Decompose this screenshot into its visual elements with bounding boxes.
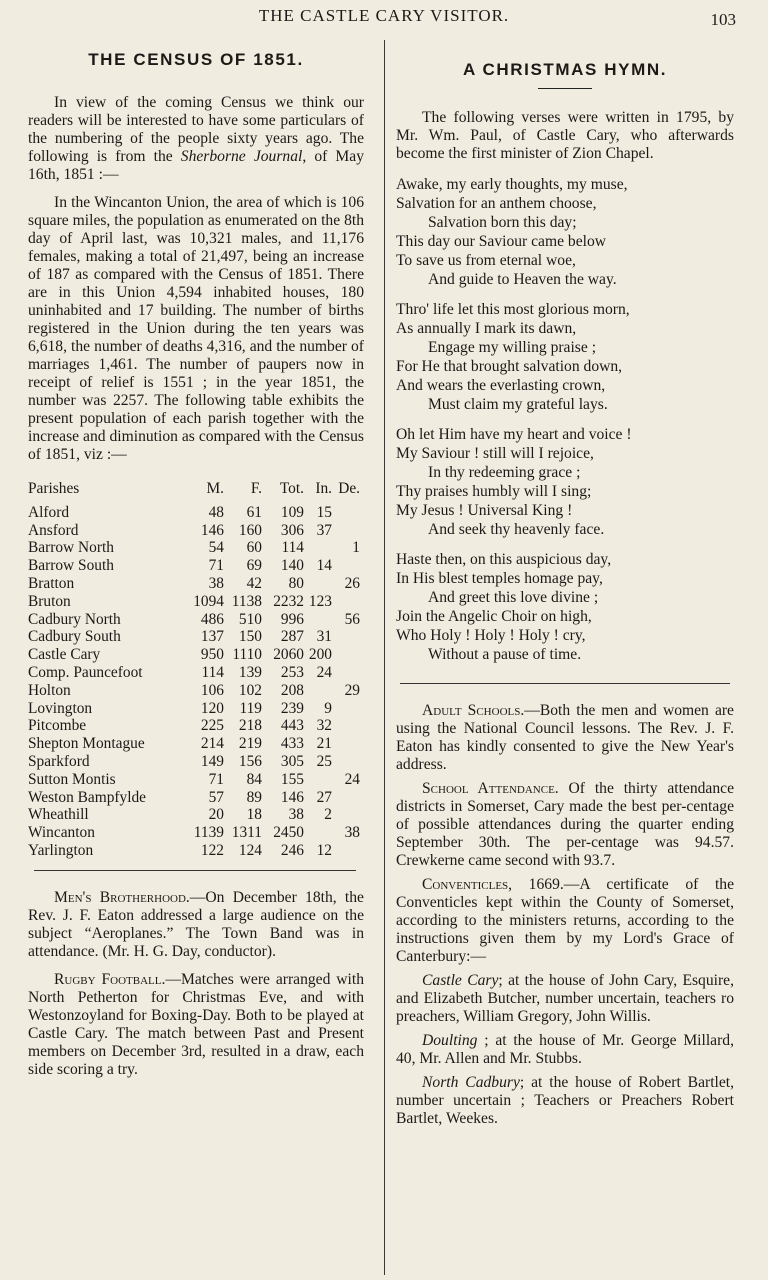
- verse-line: Salvation born this day;: [428, 214, 577, 231]
- total-cell: 433: [280, 735, 304, 753]
- census-union-paragraph: In the Wincanton Union, the area of which is 106 square miles, the population as enumerated on the 8th day of April last, was 10,321 males, and 11,176 females, making a total of 21,497, being an increase of 187 as compared with the Census of 1851. There are in this Union 4,594 inhabited houses, 180 uninhabited and 17 building. The number of births registered in the Union during the ten years was 6,618, the number of deaths 4,316, and the number of marriages 1,461. The number of paupers now in receipt of relief is 1551 ; in the year 1851, the number was 2257. The following table exhibits the present population of each parish together with the increase and diminution as compared with the Census of 1851, viz :—: [28, 194, 364, 463]
- decrease-cell: [332, 593, 360, 611]
- increase-cell: 2: [324, 806, 332, 824]
- females-cell: 89: [246, 788, 262, 806]
- increase-cell: 24: [316, 663, 332, 681]
- increase-cell: 15: [316, 503, 332, 521]
- conventicle-entry: [396, 972, 734, 1026]
- decrease-cell: [332, 753, 360, 771]
- males-cell: 71: [208, 557, 224, 575]
- total-cell: 443: [280, 717, 304, 735]
- males-cell: 20: [208, 806, 224, 824]
- decrease-cell: [332, 700, 360, 718]
- right-column: [396, 40, 734, 1134]
- females-cell: 18: [246, 806, 262, 824]
- stanza: [396, 300, 734, 414]
- verse-line: To save us from eternal woe,: [396, 252, 576, 269]
- males-cell: 122: [200, 841, 224, 859]
- parish-cell: Lovington: [28, 699, 93, 717]
- males-cell: 38: [208, 574, 224, 592]
- decrease-cell: 56: [344, 610, 360, 628]
- females-cell: 139: [238, 663, 262, 681]
- table-row: [28, 700, 360, 718]
- conventicles-paragraph: [396, 876, 734, 966]
- census-intro-paragraph: [28, 94, 364, 184]
- males-cell: 950: [200, 646, 224, 664]
- col-header-total: Tot.: [279, 480, 304, 497]
- decrease-cell: [332, 646, 360, 664]
- col-header-increase: In.: [315, 480, 332, 497]
- decrease-cell: [332, 504, 360, 522]
- parish-cell: Wheathill: [28, 806, 89, 824]
- males-cell: 54: [208, 539, 224, 557]
- verse-line: And guide to Heaven the way.: [428, 271, 617, 288]
- parish-cell: Comp. Pauncefoot: [28, 663, 143, 681]
- verse-line: Engage my willing praise ;: [428, 339, 597, 356]
- hymn-stanzas: [396, 175, 734, 664]
- census-table: [28, 480, 360, 860]
- parish-cell: Barrow North: [28, 539, 114, 557]
- increase-cell: 37: [316, 521, 332, 539]
- conventicle-place: Doulting: [422, 1032, 478, 1049]
- total-cell: 140: [280, 557, 304, 575]
- total-cell: 2450: [273, 824, 304, 842]
- total-cell: 38: [288, 806, 304, 824]
- conventicle-place: North Cadbury: [422, 1074, 520, 1091]
- increase-cell: 12: [316, 841, 332, 859]
- decrease-cell: [332, 789, 360, 807]
- males-cell: 225: [200, 717, 224, 735]
- increase-cell: [304, 824, 332, 842]
- parish-cell: Yarlington: [28, 841, 94, 859]
- parish-cell: Shepton Montague: [28, 735, 145, 753]
- col-header-females: F.: [250, 480, 262, 497]
- verse-line: Haste then, on this auspicious day,: [396, 551, 612, 568]
- males-cell: 48: [208, 503, 224, 521]
- increase-cell: 123: [308, 592, 332, 610]
- total-cell: 80: [288, 574, 304, 592]
- table-row: [28, 628, 360, 646]
- column-divider: [384, 40, 385, 1275]
- stanza: [396, 550, 734, 664]
- page-number: 103: [710, 10, 736, 29]
- decrease-cell: [332, 628, 360, 646]
- increase-cell: 200: [308, 646, 332, 664]
- males-cell: 57: [208, 788, 224, 806]
- adult-schools-text: —Both the men and women are using the National Council lessons. The Rev. J. F. Eaton has kindly consented to give the New Year's address.: [396, 702, 734, 773]
- verse-line: In His blest temples homage pay,: [396, 570, 603, 587]
- total-cell: 306: [280, 521, 304, 539]
- total-cell: 109: [280, 503, 304, 521]
- females-cell: 102: [238, 681, 262, 699]
- decrease-cell: [332, 664, 360, 682]
- females-cell: 1110: [232, 646, 262, 664]
- parish-cell: Weston Bampfylde: [28, 788, 147, 806]
- left-column: [28, 40, 364, 1079]
- table-row: [28, 735, 360, 753]
- decrease-cell: 26: [344, 574, 360, 592]
- verse-line: Thro' life let this most glorious morn,: [396, 301, 630, 318]
- verse-line: As annually I mark its dawn,: [396, 320, 577, 337]
- total-cell: 2232: [273, 592, 304, 610]
- increase-cell: 32: [316, 717, 332, 735]
- parish-cell: Sparkford: [28, 752, 90, 770]
- conventicle-entry: [396, 1032, 734, 1068]
- verse-line: And greet this love divine ;: [428, 589, 599, 606]
- females-cell: 60: [246, 539, 262, 557]
- census-intro-text-end: , of May 16th, 1851 :—: [28, 148, 364, 183]
- decrease-cell: [332, 522, 360, 540]
- parish-cell: Cadbury South: [28, 628, 121, 646]
- parish-cell: Wincanton: [28, 824, 95, 842]
- males-cell: 486: [200, 610, 224, 628]
- verse-line: Must claim my grateful lays.: [428, 396, 608, 413]
- decrease-cell: [332, 735, 360, 753]
- increase-cell: 25: [316, 752, 332, 770]
- males-cell: 114: [201, 663, 224, 681]
- table-row: [28, 753, 360, 771]
- decrease-cell: [332, 806, 360, 824]
- brotherhood-text: —On December 18th, the Rev. J. F. Eaton addressed a large audience on the subject “Aeroplanes.” The Town Band was in attendance. (Mr. H. G. Day, conductor).: [28, 888, 364, 960]
- decrease-cell: 24: [344, 770, 360, 788]
- parish-cell: Alford: [28, 503, 70, 521]
- rugby-title: Rugby Football.: [54, 970, 166, 988]
- males-cell: 106: [200, 681, 224, 699]
- males-cell: 137: [200, 628, 224, 646]
- verse-line: For He that brought salvation down,: [396, 358, 623, 375]
- verse-line: In thy redeeming grace ;: [428, 464, 581, 481]
- running-head: THE CASTLE CARY VISITOR.: [258, 6, 510, 25]
- verse-line: This day our Saviour came below: [396, 233, 607, 250]
- table-row: [28, 522, 360, 540]
- conventicle-text: ; at the house of John Cary, Esquire, and Elizabeth Butcher, number uncertain, teachers ro preachers, William Gregory, John Willis.: [396, 972, 734, 1025]
- parish-cell: Holton: [28, 681, 71, 699]
- females-cell: 42: [246, 574, 262, 592]
- brotherhood-paragraph: [28, 889, 364, 961]
- stanza: [396, 175, 734, 289]
- stanza: [396, 425, 734, 539]
- verse-line: Awake, my early thoughts, my muse,: [396, 176, 628, 193]
- decrease-cell: [332, 842, 360, 860]
- adult-schools-title: Adult Schools.: [422, 702, 525, 719]
- males-cell: 1139: [193, 824, 224, 842]
- col-header-decrease: De.: [338, 480, 360, 497]
- school-attendance-paragraph: [396, 780, 734, 870]
- rugby-paragraph: [28, 971, 364, 1079]
- total-cell: 208: [280, 681, 304, 699]
- adult-schools-paragraph: [396, 702, 734, 774]
- table-row: [28, 664, 360, 682]
- males-cell: 120: [200, 699, 224, 717]
- increase-cell: 9: [324, 699, 332, 717]
- verse-line: And seek thy heavenly face.: [428, 521, 605, 538]
- parish-cell: Sutton Montis: [28, 770, 116, 788]
- table-row: [28, 646, 360, 664]
- females-cell: 160: [238, 521, 262, 539]
- total-cell: 2060: [273, 646, 304, 664]
- decrease-cell: 29: [344, 681, 360, 699]
- increase-cell: 14: [316, 557, 332, 575]
- verse-line: My Saviour ! still will I rejoice,: [396, 445, 594, 462]
- increase-cell: [304, 682, 332, 700]
- table-row: [28, 557, 360, 575]
- females-cell: 119: [239, 699, 262, 717]
- increase-cell: [304, 771, 332, 789]
- hymn-intro: The following verses were written in 1795, by Mr. Wm. Paul, of Castle Cary, who afterwards become the first minister of Zion Chapel.: [396, 109, 734, 162]
- verse-line: Who Holy ! Holy ! Holy ! cry,: [396, 627, 586, 644]
- increase-cell: 31: [316, 628, 332, 646]
- parish-cell: Barrow South: [28, 557, 114, 575]
- total-cell: 239: [280, 699, 304, 717]
- verse-line: And wears the everlasting crown,: [396, 377, 606, 394]
- decrease-cell: 1: [352, 539, 360, 557]
- females-cell: 156: [238, 752, 262, 770]
- census-table-header: [28, 480, 360, 498]
- total-cell: 287: [280, 628, 304, 646]
- females-cell: 61: [246, 503, 262, 521]
- verse-line: Join the Angelic Choir on high,: [396, 608, 592, 625]
- males-cell: 149: [200, 752, 224, 770]
- table-row: [28, 771, 360, 789]
- decrease-cell: [332, 557, 360, 575]
- conventicle-text: ; at the house of Mr. George Millard, 40, Mr. Allen and Mr. Stubbs.: [396, 1032, 734, 1067]
- increase-cell: 21: [316, 735, 332, 753]
- males-cell: 1094: [193, 592, 224, 610]
- table-row: [28, 575, 360, 593]
- conventicle-text: ; at the house of Robert Bartlet, number uncertain ; Teachers or Preachers Robert Bartlet, Weekes.: [396, 1074, 735, 1127]
- verse-line: Without a pause of time.: [428, 646, 582, 663]
- school-attendance-text: Of the thirty attendance districts in Somerset, Cary made the best per-centage of possible attendances during the quarter ending September 30th. The per-centage was 94.57. Crewkerne came second with 93.7.: [396, 780, 734, 869]
- table-row: [28, 806, 360, 824]
- females-cell: 69: [246, 557, 262, 575]
- table-row: [28, 824, 360, 842]
- table-row: [28, 593, 360, 611]
- decrease-cell: [332, 717, 360, 735]
- col-header-parishes: Parishes: [28, 480, 80, 497]
- table-row: [28, 504, 360, 522]
- col-header-males: M.: [206, 480, 224, 497]
- verse-line: Salvation for an anthem choose,: [396, 195, 597, 212]
- total-cell: 996: [280, 610, 304, 628]
- parish-cell: Ansford: [28, 521, 79, 539]
- table-row: [28, 717, 360, 735]
- parish-cell: Castle Cary: [28, 646, 101, 664]
- females-cell: 1311: [231, 824, 262, 842]
- conventicle-place: Castle Cary: [422, 972, 499, 989]
- census-intro-text: In view of the coming Census we think our readers will be interested to have some particulars of the numbering of the people sixty years ago. The following is from the: [28, 94, 364, 165]
- verse-line: Thy praises humbly will I sing;: [396, 483, 592, 500]
- parish-cell: Cadbury North: [28, 610, 121, 628]
- school-attendance-title: School Attendance.: [422, 780, 559, 797]
- total-cell: 146: [280, 788, 304, 806]
- females-cell: 219: [238, 735, 262, 753]
- verse-line: Oh let Him have my heart and voice !: [396, 426, 632, 443]
- hymn-heading: A CHRISTMAS HYMN.: [462, 60, 668, 79]
- rugby-text: —Matches were arranged with North Petherton for Christmas Eve, and with Westonzoyland for Boxing-Day. Both to be played at Castle Cary. The match between Past and Present members on December 3rd, resulted in a draw, each side scoring a try.: [28, 970, 364, 1078]
- conventicles-text: —A certificate of the Conventicles kept within the County of Somerset, according to the ministers returns, according to the instructions given them by my Lord's Grace of Canterbury:—: [396, 876, 734, 965]
- conventicles-entries: [396, 972, 734, 1128]
- total-cell: 114: [281, 539, 304, 557]
- females-cell: 84: [246, 770, 262, 788]
- females-cell: 510: [238, 610, 262, 628]
- table-row: [28, 611, 360, 629]
- males-cell: 71: [208, 770, 224, 788]
- increase-cell: [304, 539, 332, 557]
- males-cell: 214: [200, 735, 224, 753]
- total-cell: 253: [280, 663, 304, 681]
- census-heading: THE CENSUS OF 1851.: [88, 50, 304, 69]
- total-cell: 155: [280, 770, 304, 788]
- sherborne-journal-title: Sherborne Journal: [180, 148, 303, 165]
- decrease-cell: 38: [344, 824, 360, 842]
- increase-cell: [304, 575, 332, 593]
- males-cell: 146: [200, 521, 224, 539]
- females-cell: 124: [238, 841, 262, 859]
- females-cell: 150: [238, 628, 262, 646]
- verse-line: My Jesus ! Universal King !: [396, 502, 573, 519]
- census-table-body: [28, 504, 360, 860]
- table-row: [28, 539, 360, 557]
- females-cell: 1138: [231, 592, 262, 610]
- table-row: [28, 842, 360, 860]
- parish-cell: Bratton: [28, 574, 75, 592]
- parish-cell: Bruton: [28, 592, 71, 610]
- brotherhood-title: Men's Brotherhood.: [54, 888, 190, 906]
- conventicle-entry: [396, 1074, 734, 1128]
- females-cell: 218: [238, 717, 262, 735]
- total-cell: 246: [280, 841, 304, 859]
- parish-cell: Pitcombe: [28, 717, 87, 735]
- increase-cell: 27: [316, 788, 332, 806]
- table-row: [28, 789, 360, 807]
- total-cell: 305: [280, 752, 304, 770]
- increase-cell: [304, 611, 332, 629]
- conventicles-title: Conventicles, 1669.: [422, 876, 564, 893]
- table-row: [28, 682, 360, 700]
